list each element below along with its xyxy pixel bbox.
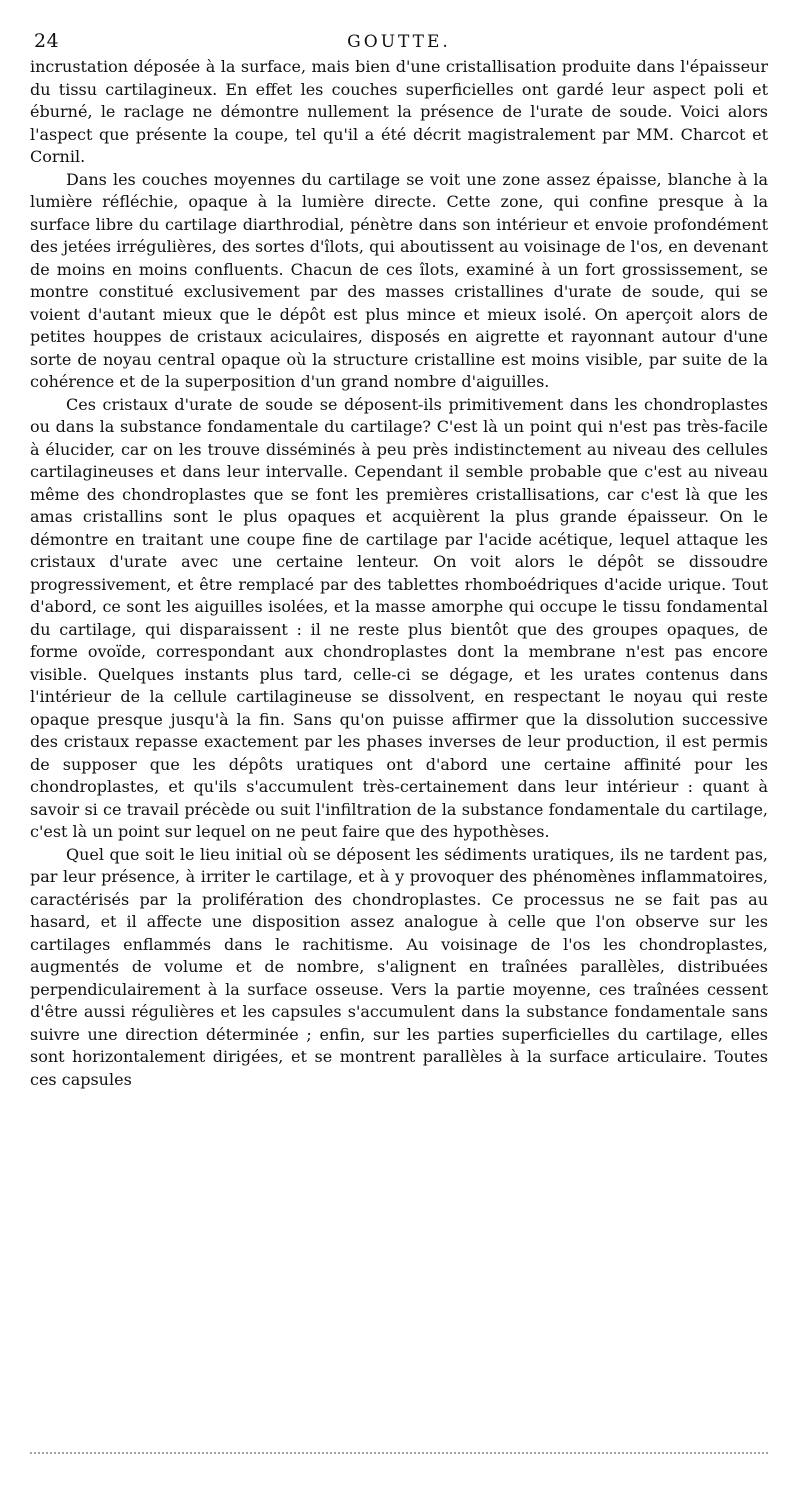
paragraph: Ces cristaux d'urate de soude se déposent-ils primitivement dans les chondroplastes ou dans la substance fondamentale du cartilage? C'est là un point qui n'est pas très-facile à élucider, car on les trouve disséminés à peu près indistinctement au niveau des cellules cartilagineuses et dans leur intervalle. Cependant il semble probable que c'est au niveau même des chondroplastes que se font les premières cristallisations, car c'est là que les amas cristallins sont le plus opaques et acquièrent la plus grande épaisseur. On le démontre en traitant une coupe fine de cartilage par l'acide acétique, lequel attaque les cristaux d'urate avec une certaine lenteur. On voit alors le dépôt se dissoudre progressivement, et être remplacé par des tablettes rhomboédriques d'acide urique. Tout d'abord, ce sont les aiguilles isolées, et la masse amorphe qui occupe le tissu fondamental du cartilage, qui disparaissent : il ne reste plus bientôt que des groupes opaques, de forme ovoïde, correspondant aux chondroplastes dont la membrane n'est pas encore visible. Quelques instants plus tard, celle-ci se dégage, et les urates contenus dans l'intérieur de la cellule cartilagineuse se dissolvent, en respectant le noyau qui reste opaque presque jusqu'à la fin. Sans qu'on puisse affirmer que la dissolution successive des cristaux repasse exactement par les phases inverses de leur production, il est permis de supposer que les dépôts uratiques ont d'abord une certaine affinité pour les chondroplastes, et qu'ils s'accumulent très-certainement dans leur intérieur : quant à savoir si ce travail précède ou suit l'infiltration de la substance fondamentale du cartilage, c'est là un point sur lequel on ne peut faire que des hypothèses. [30, 394, 768, 841]
running-header [30, 30, 768, 52]
paragraph: Dans les couches moyennes du cartilage se voit une zone assez épaisse, blanche à la lumière réfléchie, opaque à la lumière directe. Cette zone, qui confine presque à la surface libre du cartilage diarthrodial, pénètre dans son intérieur et envoie profondément des jetées irrégulières, des sortes d'îlots, qui aboutissent au voisinage de l'os, en devenant de moins en moins confluents. Chacun de ces îlots, examiné à un fort grossissement, se montre constitué exclusivement par des masses cristallines d'urate de soude, qui se voient d'autant mieux que le dépôt est plus mince et mieux isolé. On aperçoit alors de petites houppes de cristaux aciculaires, disposés en aigrette et rayonnant autour d'une sorte de noyau central opaque où la structure cristalline est moins visible, par suite de la cohérence et de la superposition d'un grand nombre d'aiguilles. [30, 169, 768, 391]
paragraph: Quel que soit le lieu initial où se déposent les sédiments uratiques, ils ne tardent pas, par leur présence, à irriter le cartilage, et à y provoquer des phénomènes inflammatoires, caractérisés par la prolifération des chondroplastes. Ce processus ne se fait pas au hasard, et il affecte une disposition assez analogue à celle que l'on observe sur les cartilages enflammés dans le rachitisme. Au voisinage de l'os les chondroplastes, augmentés de volume et de nombre, s'alignent en traînées parallèles, distribuées perpendiculairement à la surface osseuse. Vers la partie moyenne, ces traînées cessent d'être aussi régulières et les capsules s'accumulent dans la substance fondamentale sans suivre une direction déterminée ; enfin, sur les parties superficielles du cartilage, elles sont horizontalement dirigées, et se montrent parallèles à la surface articulaire. Toutes ces capsules [30, 844, 768, 1089]
paragraph-continuation: incrustation déposée à la surface, mais bien d'une cristallisation produite dans l'épaisseur du tissu cartilagineux. En effet les couches superficielles ont gardé leur aspect poli et éburné, le raclage ne démontre nullement la présence de l'urate de soude. Voici alors l'aspect que présente la coupe, tel qu'il a été décrit magistralement par MM. Charcot et Cornil. [30, 57, 768, 166]
document-page [30, 30, 768, 1091]
footer-rule [30, 1452, 768, 1454]
page-number: 24 [34, 30, 60, 52]
running-title: GOUTTE. [347, 32, 451, 52]
body-text [30, 56, 768, 1091]
